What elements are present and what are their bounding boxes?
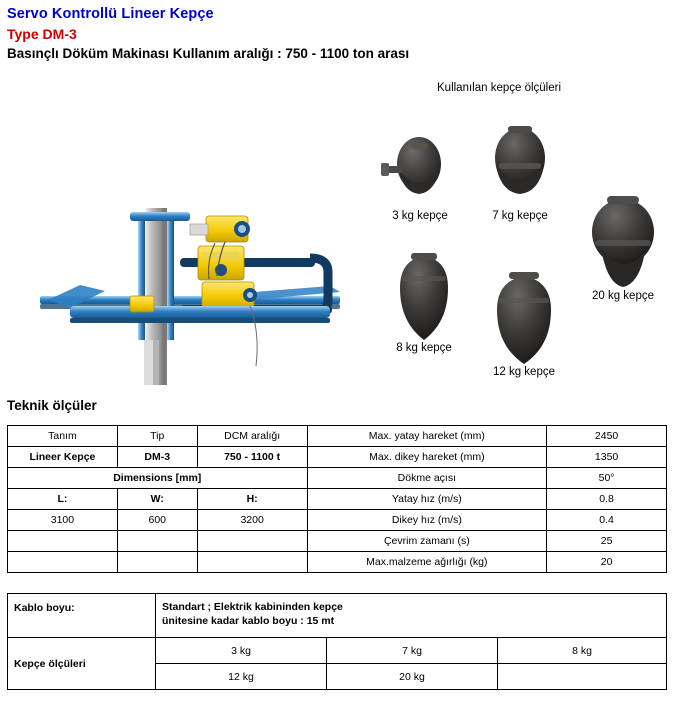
- cell-empty: [197, 552, 307, 573]
- cell-spec-value: 0.8: [547, 489, 667, 510]
- ladle-item: [375, 130, 465, 222]
- machine-illustration: [10, 100, 360, 385]
- ladle-label: 8 kg kepçe: [396, 342, 452, 354]
- ladle-sizes-caption: Kullanılan kepçe ölçüleri: [437, 82, 562, 94]
- cell-ladle-size: 7 kg: [327, 638, 498, 664]
- cell-ladle-size: 12 kg: [156, 664, 327, 690]
- cable-and-ladle-table: [7, 593, 667, 690]
- ladle-12kg-icon: [477, 268, 571, 366]
- cell-spec-name: Çevrim zamanı (s): [307, 531, 547, 552]
- table-row: [8, 468, 667, 489]
- ladle-3kg-icon: [375, 130, 465, 210]
- cell-ladle-size: 8 kg: [498, 638, 667, 664]
- cable-value-line2: ünitesine kadar kablo boyu : 15 mt: [162, 615, 335, 627]
- table-row: [8, 426, 667, 447]
- cell-tanim-header: Tanım: [8, 426, 118, 447]
- cell-length-header: L:: [8, 489, 118, 510]
- cell-tip-header: Tip: [117, 426, 197, 447]
- cell-spec-name: Yatay hız (m/s): [307, 489, 547, 510]
- cell-empty: [8, 552, 118, 573]
- ladle-7kg-icon: [475, 122, 565, 210]
- cell-dimensions-header: Dimensions [mm]: [8, 468, 308, 489]
- cell-cable-value: [156, 594, 667, 638]
- cell-width-header: W:: [117, 489, 197, 510]
- cell-spec-name: Max. yatay hareket (mm): [307, 426, 547, 447]
- ladle-item: [577, 190, 669, 302]
- cell-tip-value: DM-3: [117, 447, 197, 468]
- cell-ladle-sizes-label: Kepçe ölçüleri: [8, 638, 156, 690]
- cell-spec-value: 0.4: [547, 510, 667, 531]
- model-type-label: Type DM-3: [7, 26, 77, 42]
- cell-spec-value: 20: [547, 552, 667, 573]
- table-row: [8, 638, 667, 664]
- table-row: [8, 552, 667, 573]
- table-row: [8, 510, 667, 531]
- cell-length-value: 3100: [8, 510, 118, 531]
- page-title: Servo Kontrollü Lineer Kepçe: [7, 6, 214, 22]
- cell-empty: [197, 531, 307, 552]
- cell-spec-name: Dökme açısı: [307, 468, 547, 489]
- cable-value-line1: Standart ; Elektrik kabininden kepçe: [162, 601, 343, 613]
- cell-spec-value: 2450: [547, 426, 667, 447]
- cell-spec-name: Dikey hız (m/s): [307, 510, 547, 531]
- ladle-label: 3 kg kepçe: [392, 210, 448, 222]
- usage-range-label: Basınçlı Döküm Makinası Kullanım aralığı : 750 - 1100 ton arası: [7, 46, 410, 61]
- table-row: [8, 447, 667, 468]
- cell-spec-value: 25: [547, 531, 667, 552]
- ladle-20kg-icon: [577, 190, 669, 290]
- ladle-item: [475, 122, 565, 222]
- cell-tanim-value: Lineer Kepçe: [8, 447, 118, 468]
- ladle-label: 12 kg kepçe: [492, 366, 555, 378]
- cell-dcm-value: 750 - 1100 t: [197, 447, 307, 468]
- ladle-gallery: [365, 100, 670, 385]
- cell-spec-value: 1350: [547, 447, 667, 468]
- ladle-item: [379, 250, 469, 354]
- cell-ladle-size: [498, 664, 667, 690]
- cell-height-value: 3200: [197, 510, 307, 531]
- cell-empty: [117, 531, 197, 552]
- cell-empty: [117, 552, 197, 573]
- cell-cable-label: Kablo boyu:: [8, 594, 156, 638]
- cell-height-header: H:: [197, 489, 307, 510]
- ladle-8kg-icon: [379, 250, 469, 342]
- ladle-label: 7 kg kepçe: [492, 210, 548, 222]
- section-title-teknik: Teknik ölçüler: [7, 398, 97, 413]
- cell-dcm-header: DCM aralığı: [197, 426, 307, 447]
- technical-specs-table: [7, 425, 667, 573]
- table-row: [8, 489, 667, 510]
- cell-ladle-size: 3 kg: [156, 638, 327, 664]
- ladle-item: [477, 268, 571, 378]
- cell-spec-name: Max.malzeme ağırlığı (kg): [307, 552, 547, 573]
- table-row: [8, 594, 667, 638]
- cell-spec-name: Max. dikey hareket (mm): [307, 447, 547, 468]
- cell-spec-value: 50°: [547, 468, 667, 489]
- cell-ladle-size: 20 kg: [327, 664, 498, 690]
- cell-width-value: 600: [117, 510, 197, 531]
- table-row: [8, 531, 667, 552]
- cell-empty: [8, 531, 118, 552]
- ladle-label: 20 kg kepçe: [591, 290, 654, 302]
